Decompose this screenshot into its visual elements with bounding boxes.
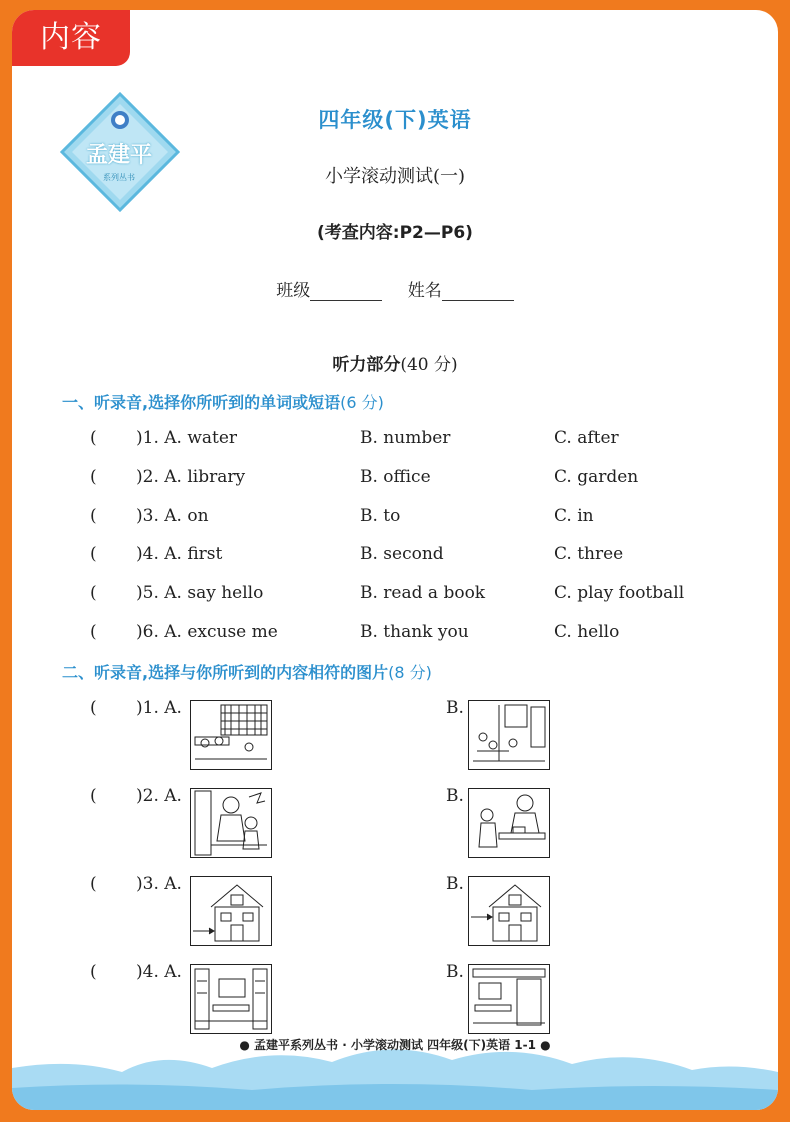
question-row bbox=[12, 583, 778, 607]
picture-question-row bbox=[12, 962, 778, 1034]
option-a: )5. A. say hello bbox=[136, 583, 264, 603]
answer-paren[interactable]: ( bbox=[90, 467, 97, 487]
option-a: )1. A. water bbox=[136, 428, 238, 448]
option-c: C. three bbox=[554, 544, 624, 564]
content-badge: 内容 bbox=[12, 10, 130, 66]
question-row bbox=[12, 428, 778, 452]
study-room-picture[interactable] bbox=[190, 964, 272, 1034]
desk-student-picture[interactable] bbox=[468, 788, 550, 858]
part-score: (40 分) bbox=[400, 355, 458, 375]
option-b-label: B. bbox=[446, 962, 464, 982]
part-title: 听力部分 bbox=[332, 355, 401, 375]
section2-points: (8 分) bbox=[388, 663, 432, 682]
option-b: B. second bbox=[360, 544, 444, 564]
option-a: )6. A. excuse me bbox=[136, 622, 278, 642]
question-row bbox=[12, 622, 778, 646]
picture-question-row bbox=[12, 698, 778, 770]
name-blank[interactable] bbox=[442, 282, 514, 301]
option-a-label: )3. A. bbox=[136, 874, 182, 894]
class-label: 班级 bbox=[276, 281, 311, 301]
question-row bbox=[12, 544, 778, 568]
option-b-label: B. bbox=[446, 874, 464, 894]
answer-paren[interactable]: ( bbox=[90, 962, 97, 982]
page-title: 四年级(下)英语 bbox=[318, 108, 472, 132]
option-b: B. number bbox=[360, 428, 451, 448]
test-scope: (考查内容:P2—P6) bbox=[317, 223, 473, 243]
option-a-label: )1. A. bbox=[136, 698, 182, 718]
answer-paren[interactable]: ( bbox=[90, 583, 97, 603]
test-subtitle: 小学滚动测试(一) bbox=[324, 166, 466, 187]
section2-title: 二、听录音,选择与你所听到的内容相符的图片 bbox=[62, 663, 389, 682]
house-floor1-picture[interactable] bbox=[190, 876, 272, 946]
section1-heading bbox=[62, 390, 384, 413]
picture-question-row bbox=[12, 874, 778, 946]
option-b: B. office bbox=[360, 467, 431, 487]
option-c: C. hello bbox=[554, 622, 620, 642]
name-label: 姓名 bbox=[407, 281, 442, 301]
section1-points: (6 分) bbox=[340, 393, 384, 412]
option-c: C. play football bbox=[554, 583, 685, 603]
option-b-label: B. bbox=[446, 786, 464, 806]
option-a: )2. A. library bbox=[136, 467, 246, 487]
logo-series: 系列丛书 bbox=[103, 173, 135, 182]
house-floor2-picture[interactable] bbox=[468, 876, 550, 946]
page-footer: ● 孟建平系列丛书 · 小学滚动测试 四年级(下)英语 1-1 ● bbox=[239, 1038, 551, 1052]
answer-paren[interactable]: ( bbox=[90, 874, 97, 894]
answer-paren[interactable]: ( bbox=[90, 622, 97, 642]
picture-question-row bbox=[12, 786, 778, 858]
worksheet-page bbox=[12, 10, 778, 1110]
answer-paren[interactable]: ( bbox=[90, 428, 97, 448]
answer-paren[interactable]: ( bbox=[90, 786, 97, 806]
option-c: C. in bbox=[554, 506, 594, 526]
option-c: C. after bbox=[554, 428, 619, 448]
option-a: )4. A. first bbox=[136, 544, 223, 564]
answer-paren[interactable]: ( bbox=[90, 506, 97, 526]
question-row bbox=[12, 467, 778, 491]
option-c: C. garden bbox=[554, 467, 639, 487]
section1-title: 一、听录音,选择你所听到的单词或短语 bbox=[62, 393, 341, 412]
option-b-label: B. bbox=[446, 698, 464, 718]
logo-name: 孟建平 bbox=[85, 143, 152, 168]
option-a: )3. A. on bbox=[136, 506, 209, 526]
part-heading bbox=[12, 350, 778, 375]
section2-heading bbox=[62, 660, 432, 683]
computer-room-picture[interactable] bbox=[468, 964, 550, 1034]
student-info bbox=[12, 276, 778, 301]
option-b: B. to bbox=[360, 506, 401, 526]
class-blank[interactable] bbox=[310, 282, 382, 301]
question-row bbox=[12, 506, 778, 530]
option-a-label: )4. A. bbox=[136, 962, 182, 982]
office-teacher-picture[interactable] bbox=[190, 788, 272, 858]
answer-paren[interactable]: ( bbox=[90, 698, 97, 718]
option-b: B. read a book bbox=[360, 583, 486, 603]
option-a-label: )2. A. bbox=[136, 786, 182, 806]
answer-paren[interactable]: ( bbox=[90, 544, 97, 564]
library-picture[interactable] bbox=[190, 700, 272, 770]
classroom-picture[interactable] bbox=[468, 700, 550, 770]
option-b: B. thank you bbox=[360, 622, 469, 642]
